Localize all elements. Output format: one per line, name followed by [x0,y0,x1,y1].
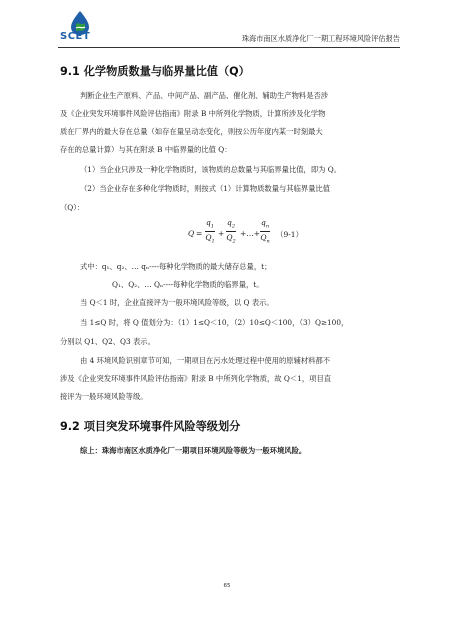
paragraph-line: 质在厂界内的最大存在总量（如存在量呈动态变化，则按公历年度内某一时刻最大 [60,127,323,136]
paragraph-line: 接评为一般环境风险等级。 [60,392,148,401]
formula-ellipsis: +…+ [240,229,261,238]
header-divider [58,47,400,48]
paragraph-line: 由 4 环境风险识别章节可知，一期项目在污水处理过程中使用的原辅材料都不 [80,356,331,365]
fraction-2: $\frac{q_2}{Q_2}$ [226,218,236,244]
paragraph-line: 当 1≤Q 时，将 Q 值划分为：（1）1≤Q＜10，（2）10≤Q＜100，（3）Q≥100， [80,318,349,327]
section-heading-9-1: 9.1 化学物质数量与临界量比值（Q） [60,65,250,78]
formula-plus: + [218,229,225,238]
paragraph-line: （1）当企业只涉及一种化学物质时，该物质的总数量与其临界量比值，即为 Q。 [80,165,342,174]
paragraph-line: （Q）： [60,203,85,212]
conclusion-text: 综上：珠海市南区水质净化厂一期项目环境风险等级为一般环境风险。 [80,446,307,455]
formula-number: （9-1） [276,230,304,239]
paragraph-line: 分别以 Q1、Q2、Q3 表示。 [60,337,155,346]
section-heading-9-2: 9.2 项目突发环境事件风险等级划分 [60,420,241,433]
paragraph-line: 存在的总量计算）与其在附录 B 中临界量的比值 Q： [60,145,232,154]
paragraph-line: 及《企业突发环境事件风险评估指南》附录 B 中所列化学物质，计算所涉及化学物 [60,109,326,118]
formula-lhs: Q [188,229,195,238]
page-number: 65 [223,583,231,589]
formula-legend-line: 式中：q₁、q₂、… qₙ----每种化学物质的最大储存总量，t； [80,262,272,271]
fraction-n: $\frac{q_n}{Q_n}$ [260,218,270,244]
formula-9-1 [188,218,328,252]
formula-equals: = [196,229,203,238]
formula-legend-line: Q₁、Q₂、… Qₙ----每种化学物质的临界量，t。 [112,280,264,289]
company-logo-text: SCET [60,31,91,42]
report-header-title: 珠海市南区水质净化厂一期工程环境风险评估报告 [241,34,400,43]
fraction-1: $\frac{q_1}{Q_1}$ [205,218,215,244]
paragraph-line: 当 Q＜1 时，企业直接评为一般环境风险等级，以 Q 表示。 [80,298,274,307]
paragraph-line: 判断企业生产原料、产品、中间产品、副产品、催化剂、辅助生产物料是否涉 [80,91,329,100]
paragraph-line: 涉及《企业突发环境事件风险评估指南》附录 B 中所列化学物质，故 Q＜1，项目直 [60,374,332,383]
paragraph-line: （2）当企业存在多种化学物质时，则按式（1）计算物质数量与其临界量比值 [80,184,331,193]
